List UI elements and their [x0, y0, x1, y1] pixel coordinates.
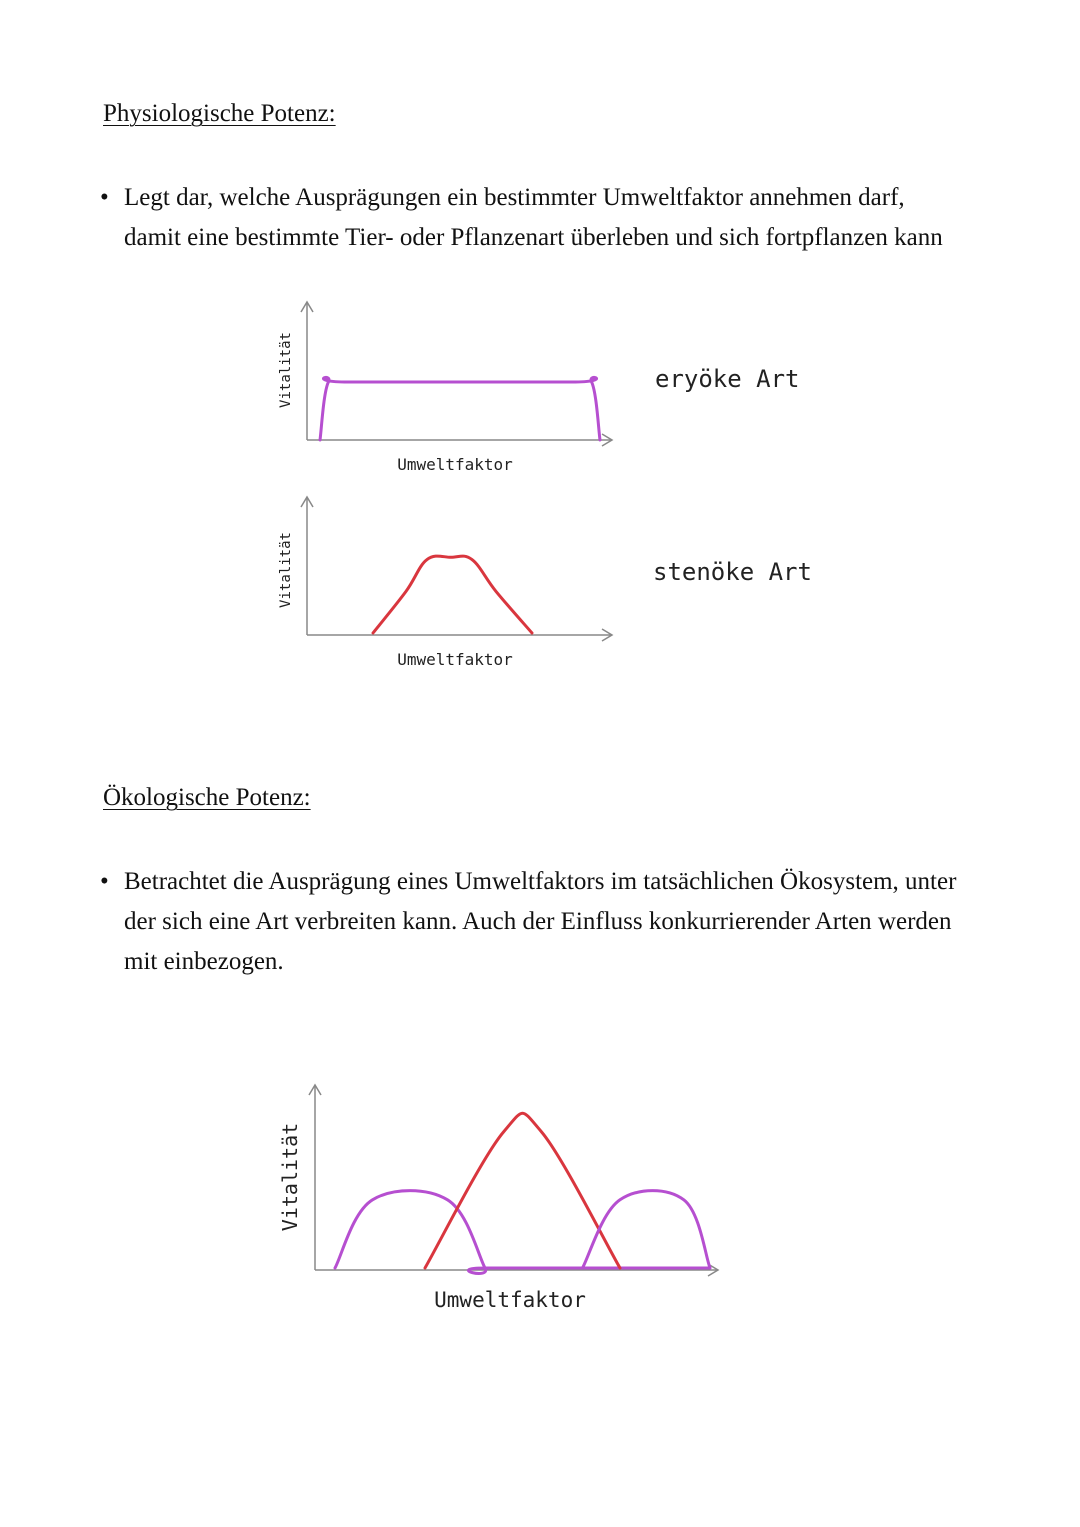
section-heading-physiological: Physiologische Potenz:: [103, 100, 336, 127]
section-heading-ecological: Ökologische Potenz:: [103, 784, 311, 811]
y-axis: [301, 497, 313, 635]
chart-stenoecious: [250, 485, 830, 685]
chart-label-stenoecious: stenöke Art: [653, 558, 812, 586]
bullet-line: mit einbezogen.: [124, 948, 284, 975]
chart-label-euryoecious: eryöke Art: [655, 365, 800, 393]
y-axis: [301, 302, 313, 440]
bullet-line: der sich eine Art verbreiten kann. Auch der Einfluss konkurrierender Arten werden: [124, 908, 952, 935]
y-axis-label: Vitalität: [278, 1122, 302, 1232]
bullet-text: [124, 862, 956, 982]
bullet-item: [100, 178, 980, 258]
x-axis-label: Umweltfaktor: [397, 650, 513, 669]
bullet-line: Legt dar, welche Ausprägungen ein bestimmter Umweltfaktor annehmen darf,: [124, 184, 905, 211]
bullet-item: [100, 862, 1000, 982]
series-line-stenoecious: [373, 556, 532, 633]
bullet-line: Betrachtet die Ausprägung eines Umweltfaktors im tatsächlichen Ökosystem, unter: [124, 868, 957, 895]
series-line-euryoecious: [320, 377, 600, 440]
chart-euryoecious: [250, 290, 830, 490]
x-axis: [307, 629, 612, 641]
bullet-line: damit eine bestimmte Tier- oder Pflanzenart überleben und sich fortpflanzen kann: [124, 224, 943, 251]
bullet-marker: •: [100, 868, 109, 895]
bullet-text: [124, 178, 943, 258]
x-axis: [307, 434, 612, 446]
series-line-left-species: [335, 1191, 710, 1274]
y-axis: [309, 1085, 321, 1270]
y-axis-label: Vitalität: [278, 332, 294, 408]
x-axis-label: Umweltfaktor: [434, 1288, 586, 1312]
x-axis: [315, 1264, 718, 1276]
series-line-right-species: [583, 1191, 711, 1268]
chart-ecological-potency: [260, 1070, 740, 1330]
x-axis-label: Umweltfaktor: [397, 455, 513, 474]
bullet-marker: •: [100, 184, 109, 211]
y-axis-label: Vitalität: [278, 532, 294, 608]
